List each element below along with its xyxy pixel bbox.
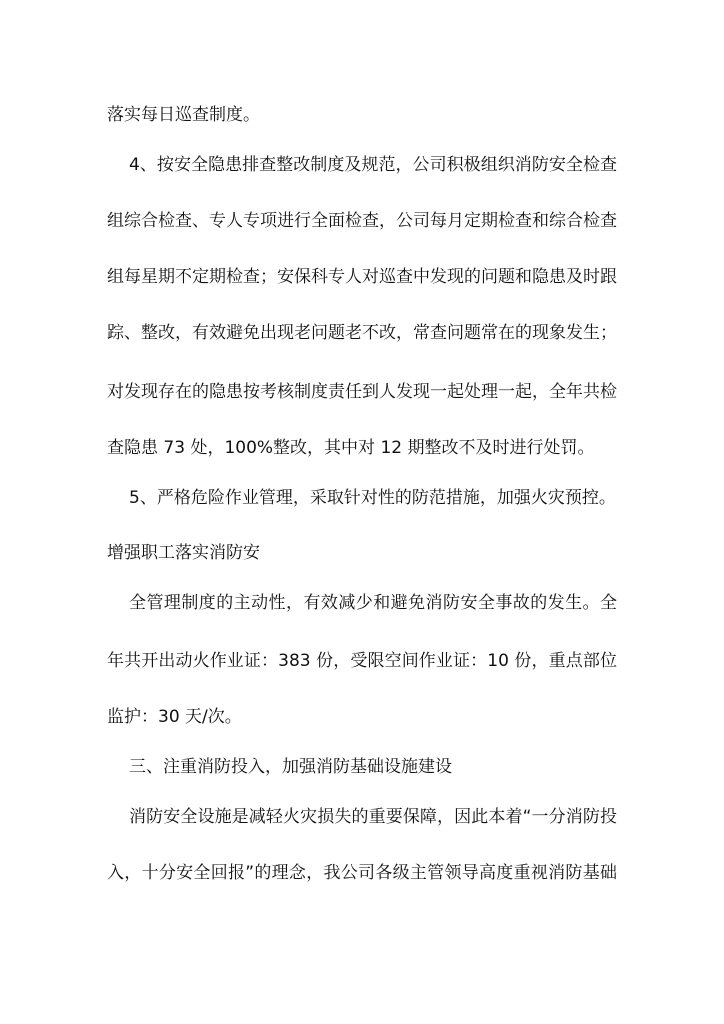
section-heading: 三、注重消防投入，加强消防基础设施建设 [129,757,452,777]
text-line-3: 组综合检查、专人专项进行全面检查，公司每月定期检查和综合检查 [107,211,617,231]
text-line-6: 对发现存在的隐患按考核制度责任到人发现一起处理一起，全年共检 [107,382,617,402]
text-line-4: 组每星期不定期检查；安保科专人对巡查中发现的问题和隐患及时跟 [107,267,617,287]
text-line-8: 5、严格危险作业管理，采取针对性的防范措施，加强火灾预控。 [129,488,616,508]
text-line-9: 增强职工落实消防安 [107,543,260,563]
text-line-7: 查隐患 73 处，100%整改，其中对 12 期整改不及时进行处罚。 [107,438,595,458]
text-line-10: 全管理制度的主动性，有效减少和避免消防安全事故的发生。全 [129,593,617,613]
text-line-1: 落实每日巡查制度。 [107,105,260,125]
text-line-5: 踪、整改，有效避免出现老问题老不改，常查问题常在的现象发生； [107,323,617,343]
text-line-11: 年共开出动火作业证：383 份，受限空间作业证：10 份，重点部位 [107,651,617,671]
text-line-15: 入，十分安全回报”的理念，我公司各级主管领导高度重视消防基础 [107,863,617,883]
text-line-2: 4、按安全隐患排查整改制度及规范，公司积极组织消防安全检查 [129,155,617,175]
text-line-14: 消防安全设施是减轻火灾损失的重要保障，因此本着“一分消防投 [129,807,617,827]
text-line-12: 监护：30 天/次。 [107,707,242,727]
